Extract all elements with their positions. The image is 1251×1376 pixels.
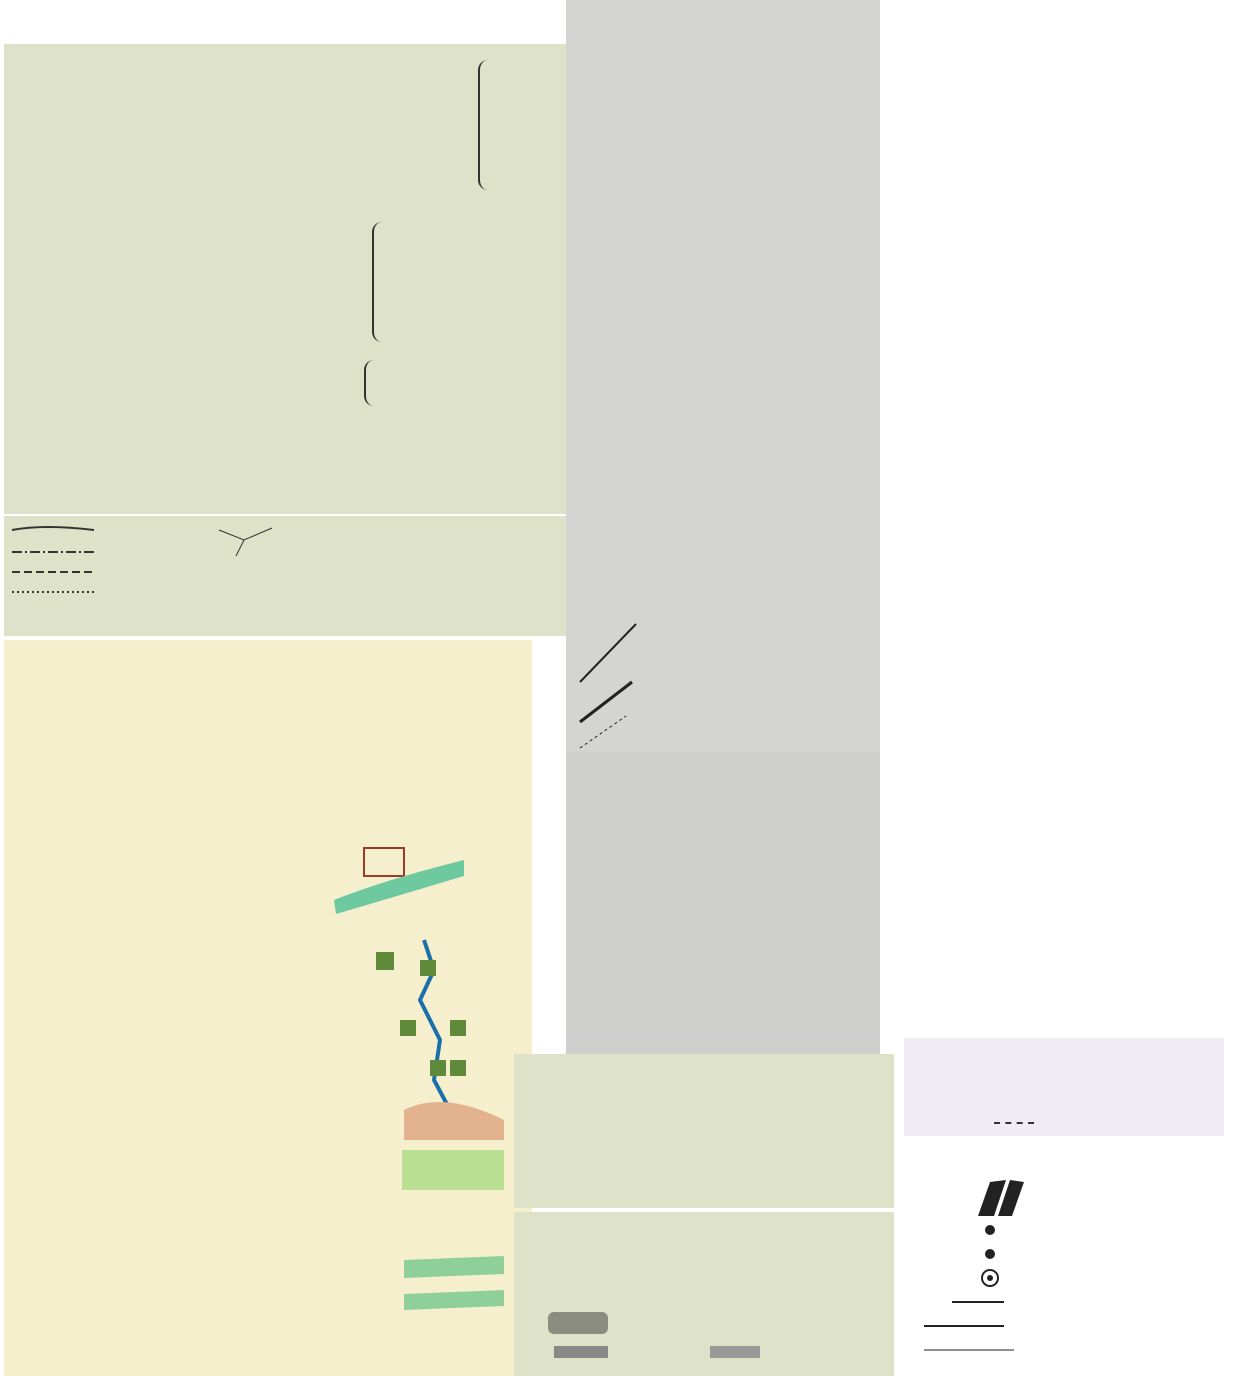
map-symbols bbox=[4, 640, 532, 1376]
brace bbox=[372, 222, 384, 342]
legend-panel-9 bbox=[514, 1212, 894, 1376]
legend-panel-4 bbox=[880, 0, 1251, 1040]
border-lines bbox=[4, 516, 570, 636]
road-lines bbox=[566, 612, 880, 752]
legend-panel-8 bbox=[514, 1054, 894, 1208]
salt-lake-symbol bbox=[710, 1346, 760, 1358]
legend-panel-10 bbox=[894, 1136, 1251, 1376]
legend-panel-7 bbox=[566, 752, 880, 1054]
panel10-symbols bbox=[894, 1136, 1251, 1376]
brace bbox=[478, 60, 490, 190]
brace bbox=[364, 360, 374, 406]
legend-panel-6 bbox=[4, 640, 532, 1376]
legend-panel-1 bbox=[4, 44, 570, 514]
state-border-line bbox=[994, 1122, 1034, 1124]
sand-symbol bbox=[548, 1312, 608, 1334]
legend-panel-5 bbox=[904, 1038, 1224, 1136]
legend-panel-2 bbox=[4, 516, 570, 636]
salt-marsh-symbol bbox=[554, 1346, 608, 1358]
legend-panel-3 bbox=[566, 0, 880, 752]
